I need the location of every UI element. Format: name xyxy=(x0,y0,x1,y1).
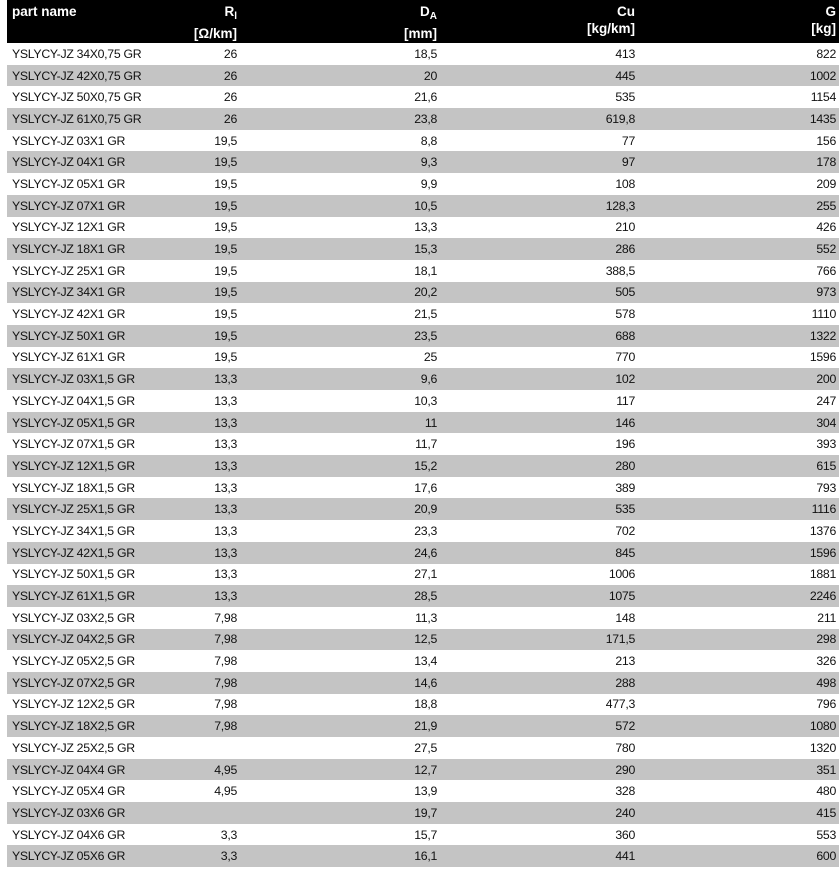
cell-copper: 702 xyxy=(442,520,640,542)
table-row xyxy=(7,217,839,239)
table-row xyxy=(7,542,839,564)
cell-copper: 77 xyxy=(442,130,640,152)
cell-part-name: YSLYCY-JZ 07X1,5 GR xyxy=(7,433,157,455)
cell-resistance: 19,5 xyxy=(157,325,242,347)
table-row xyxy=(7,65,839,87)
cell-outer-diameter: 11,3 xyxy=(242,607,442,629)
cell-resistance: 13,3 xyxy=(157,498,242,520)
cell-part-name: YSLYCY-JZ 12X1,5 GR xyxy=(7,455,157,477)
cell-part-name: YSLYCY-JZ 05X6 GR xyxy=(7,845,157,867)
cell-copper: 535 xyxy=(442,86,640,108)
cell-copper: 688 xyxy=(442,325,640,347)
table-row xyxy=(7,260,839,282)
cell-weight: 615 xyxy=(640,455,839,477)
table-row xyxy=(7,303,839,325)
header-resistance-symbol: R xyxy=(224,4,235,19)
cell-resistance: 19,5 xyxy=(157,282,242,304)
table-row xyxy=(7,282,839,304)
table-header xyxy=(7,0,839,43)
cell-weight: 553 xyxy=(640,824,839,846)
cell-copper: 102 xyxy=(442,368,640,390)
cell-part-name: YSLYCY-JZ 50X1 GR xyxy=(7,325,157,347)
cell-part-name: YSLYCY-JZ 50X1,5 GR xyxy=(7,564,157,586)
header-resistance-subscript: l xyxy=(234,11,237,22)
cell-resistance: 19,5 xyxy=(157,173,242,195)
cell-weight: 1320 xyxy=(640,737,839,759)
table-row xyxy=(7,173,839,195)
cell-resistance: 7,98 xyxy=(157,715,242,737)
cell-outer-diameter: 19,7 xyxy=(242,802,442,824)
cell-outer-diameter: 10,5 xyxy=(242,195,442,217)
cell-resistance: 26 xyxy=(157,65,242,87)
cell-outer-diameter: 10,3 xyxy=(242,390,442,412)
cell-outer-diameter: 23,3 xyxy=(242,520,442,542)
cell-weight: 1002 xyxy=(640,65,839,87)
cell-weight: 415 xyxy=(640,802,839,824)
cell-part-name: YSLYCY-JZ 25X1 GR xyxy=(7,260,157,282)
cell-resistance: 13,3 xyxy=(157,542,242,564)
cell-outer-diameter: 9,3 xyxy=(242,151,442,173)
cell-weight: 211 xyxy=(640,607,839,629)
cell-resistance: 4,95 xyxy=(157,759,242,781)
cell-outer-diameter: 18,1 xyxy=(242,260,442,282)
cell-outer-diameter: 13,4 xyxy=(242,650,442,672)
table-row xyxy=(7,759,839,781)
cell-part-name: YSLYCY-JZ 42X1 GR xyxy=(7,303,157,325)
table-row xyxy=(7,455,839,477)
cell-part-name: YSLYCY-JZ 04X4 GR xyxy=(7,759,157,781)
cell-copper: 389 xyxy=(442,477,640,499)
cell-copper: 240 xyxy=(442,802,640,824)
cell-copper: 146 xyxy=(442,412,640,434)
table-row xyxy=(7,845,839,867)
cell-part-name: YSLYCY-JZ 04X6 GR xyxy=(7,824,157,846)
header-copper-symbol: Cu xyxy=(617,4,635,19)
cell-resistance: 19,5 xyxy=(157,130,242,152)
cell-resistance: 13,3 xyxy=(157,477,242,499)
cell-outer-diameter: 13,3 xyxy=(242,217,442,239)
table-row xyxy=(7,325,839,347)
header-copper-unit: [kg/km] xyxy=(586,21,635,36)
cell-part-name: YSLYCY-JZ 05X1 GR xyxy=(7,173,157,195)
cell-copper: 117 xyxy=(442,390,640,412)
table-row xyxy=(7,477,839,499)
cell-weight: 1322 xyxy=(640,325,839,347)
cell-weight: 2246 xyxy=(640,585,839,607)
cell-copper: 1006 xyxy=(442,564,640,586)
cell-outer-diameter: 14,6 xyxy=(242,672,442,694)
table-row xyxy=(7,151,839,173)
cell-resistance: 19,5 xyxy=(157,260,242,282)
header-weight-unit: [kg] xyxy=(811,21,836,36)
cell-copper: 505 xyxy=(442,282,640,304)
header-diameter-symbol: D xyxy=(420,4,430,19)
cell-copper: 1075 xyxy=(442,585,640,607)
cell-resistance: 19,5 xyxy=(157,347,242,369)
cell-part-name: YSLYCY-JZ 18X2,5 GR xyxy=(7,715,157,737)
cell-resistance: 13,3 xyxy=(157,585,242,607)
cell-part-name: YSLYCY-JZ 03X6 GR xyxy=(7,802,157,824)
cell-outer-diameter: 20 xyxy=(242,65,442,87)
cell-outer-diameter: 27,1 xyxy=(242,564,442,586)
cell-resistance xyxy=(157,802,242,824)
cell-outer-diameter: 23,5 xyxy=(242,325,442,347)
header-resistance-unit: [Ω/km] xyxy=(193,26,237,41)
cell-resistance: 7,98 xyxy=(157,607,242,629)
cell-outer-diameter: 12,5 xyxy=(242,629,442,651)
cell-part-name: YSLYCY-JZ 03X1 GR xyxy=(7,130,157,152)
cell-outer-diameter: 15,7 xyxy=(242,824,442,846)
table-row xyxy=(7,347,839,369)
cable-data-table xyxy=(7,0,839,867)
cell-copper: 148 xyxy=(442,607,640,629)
cell-part-name: YSLYCY-JZ 05X2,5 GR xyxy=(7,650,157,672)
cell-resistance: 19,5 xyxy=(157,195,242,217)
cell-resistance: 7,98 xyxy=(157,672,242,694)
cell-copper: 290 xyxy=(442,759,640,781)
cell-weight: 298 xyxy=(640,629,839,651)
table-row xyxy=(7,715,839,737)
cell-resistance: 3,3 xyxy=(157,845,242,867)
table-row xyxy=(7,130,839,152)
table-row xyxy=(7,607,839,629)
cell-copper: 288 xyxy=(442,672,640,694)
cell-weight: 351 xyxy=(640,759,839,781)
cell-weight: 1881 xyxy=(640,564,839,586)
cell-resistance: 13,3 xyxy=(157,433,242,455)
table-row xyxy=(7,498,839,520)
table-row xyxy=(7,238,839,260)
cell-copper: 445 xyxy=(442,65,640,87)
cell-resistance: 19,5 xyxy=(157,238,242,260)
cell-copper: 171,5 xyxy=(442,629,640,651)
table-row xyxy=(7,802,839,824)
cell-copper: 213 xyxy=(442,650,640,672)
cell-weight: 200 xyxy=(640,368,839,390)
table-row xyxy=(7,780,839,802)
cell-outer-diameter: 18,5 xyxy=(242,43,442,65)
cell-outer-diameter: 11 xyxy=(242,412,442,434)
cell-weight: 766 xyxy=(640,260,839,282)
cell-weight: 1116 xyxy=(640,498,839,520)
cell-weight: 1376 xyxy=(640,520,839,542)
cell-part-name: YSLYCY-JZ 12X1 GR xyxy=(7,217,157,239)
table-row xyxy=(7,629,839,651)
cell-part-name: YSLYCY-JZ 07X2,5 GR xyxy=(7,672,157,694)
cell-part-name: YSLYCY-JZ 34X0,75 GR xyxy=(7,43,157,65)
table-row xyxy=(7,412,839,434)
cell-resistance: 7,98 xyxy=(157,650,242,672)
cell-part-name: YSLYCY-JZ 42X0,75 GR xyxy=(7,65,157,87)
cell-weight: 793 xyxy=(640,477,839,499)
cell-copper: 780 xyxy=(442,737,640,759)
cable-data-table-wrapper xyxy=(7,0,839,867)
cell-weight: 1154 xyxy=(640,86,839,108)
cell-resistance: 13,3 xyxy=(157,564,242,586)
cell-part-name: YSLYCY-JZ 18X1 GR xyxy=(7,238,157,260)
cell-part-name: YSLYCY-JZ 05X1,5 GR xyxy=(7,412,157,434)
table-row xyxy=(7,86,839,108)
cell-copper: 535 xyxy=(442,498,640,520)
table-row xyxy=(7,108,839,130)
table-row xyxy=(7,672,839,694)
cell-outer-diameter: 21,6 xyxy=(242,86,442,108)
cell-part-name: YSLYCY-JZ 61X1,5 GR xyxy=(7,585,157,607)
cell-part-name: YSLYCY-JZ 25X2,5 GR xyxy=(7,737,157,759)
cell-resistance: 7,98 xyxy=(157,694,242,716)
cell-part-name: YSLYCY-JZ 34X1,5 GR xyxy=(7,520,157,542)
cell-outer-diameter: 16,1 xyxy=(242,845,442,867)
cell-resistance: 19,5 xyxy=(157,151,242,173)
cell-copper: 328 xyxy=(442,780,640,802)
table-row xyxy=(7,737,839,759)
header-outer-diameter xyxy=(242,0,442,43)
table-row xyxy=(7,824,839,846)
cell-part-name: YSLYCY-JZ 04X2,5 GR xyxy=(7,629,157,651)
cell-copper: 770 xyxy=(442,347,640,369)
cell-part-name: YSLYCY-JZ 05X4 GR xyxy=(7,780,157,802)
cell-weight: 973 xyxy=(640,282,839,304)
cell-weight: 247 xyxy=(640,390,839,412)
cell-resistance: 19,5 xyxy=(157,217,242,239)
cell-weight: 796 xyxy=(640,694,839,716)
cell-outer-diameter: 24,6 xyxy=(242,542,442,564)
cell-resistance: 13,3 xyxy=(157,390,242,412)
cell-part-name: YSLYCY-JZ 03X1,5 GR xyxy=(7,368,157,390)
header-resistance xyxy=(157,0,242,43)
cell-weight: 156 xyxy=(640,130,839,152)
cell-copper: 578 xyxy=(442,303,640,325)
header-weight-symbol: G xyxy=(825,4,836,19)
table-row xyxy=(7,650,839,672)
cell-resistance: 13,3 xyxy=(157,520,242,542)
cell-resistance: 13,3 xyxy=(157,412,242,434)
cell-outer-diameter: 27,5 xyxy=(242,737,442,759)
cell-weight: 1435 xyxy=(640,108,839,130)
cell-outer-diameter: 13,9 xyxy=(242,780,442,802)
cell-resistance: 26 xyxy=(157,43,242,65)
header-row xyxy=(7,0,839,43)
cell-copper: 413 xyxy=(442,43,640,65)
header-part-name: part name xyxy=(7,0,157,43)
cell-part-name: YSLYCY-JZ 18X1,5 GR xyxy=(7,477,157,499)
cell-copper: 845 xyxy=(442,542,640,564)
header-weight xyxy=(640,0,839,43)
table-row xyxy=(7,433,839,455)
cell-outer-diameter: 25 xyxy=(242,347,442,369)
cell-part-name: YSLYCY-JZ 34X1 GR xyxy=(7,282,157,304)
cell-outer-diameter: 21,5 xyxy=(242,303,442,325)
cell-weight: 480 xyxy=(640,780,839,802)
cell-weight: 426 xyxy=(640,217,839,239)
cell-copper: 196 xyxy=(442,433,640,455)
cell-part-name: YSLYCY-JZ 12X2,5 GR xyxy=(7,694,157,716)
cell-copper: 441 xyxy=(442,845,640,867)
cell-outer-diameter: 12,7 xyxy=(242,759,442,781)
cell-weight: 822 xyxy=(640,43,839,65)
cell-outer-diameter: 28,5 xyxy=(242,585,442,607)
cell-copper: 210 xyxy=(442,217,640,239)
cell-resistance: 3,3 xyxy=(157,824,242,846)
cell-copper: 388,5 xyxy=(442,260,640,282)
cell-weight: 1596 xyxy=(640,347,839,369)
table-row xyxy=(7,564,839,586)
cell-outer-diameter: 21,9 xyxy=(242,715,442,737)
header-diameter-unit: [mm] xyxy=(404,26,437,41)
cell-weight: 1110 xyxy=(640,303,839,325)
table-row xyxy=(7,520,839,542)
cell-weight: 498 xyxy=(640,672,839,694)
cell-weight: 1080 xyxy=(640,715,839,737)
cell-copper: 619,8 xyxy=(442,108,640,130)
cell-outer-diameter: 8,8 xyxy=(242,130,442,152)
cell-copper: 128,3 xyxy=(442,195,640,217)
table-row xyxy=(7,390,839,412)
cell-part-name: YSLYCY-JZ 04X1 GR xyxy=(7,151,157,173)
header-diameter-subscript: A xyxy=(429,11,437,22)
cell-copper: 97 xyxy=(442,151,640,173)
cell-resistance: 26 xyxy=(157,86,242,108)
cell-resistance: 19,5 xyxy=(157,303,242,325)
cell-weight: 600 xyxy=(640,845,839,867)
cell-outer-diameter: 23,8 xyxy=(242,108,442,130)
cell-part-name: YSLYCY-JZ 07X1 GR xyxy=(7,195,157,217)
cell-part-name: YSLYCY-JZ 03X2,5 GR xyxy=(7,607,157,629)
table-row xyxy=(7,368,839,390)
cell-copper: 572 xyxy=(442,715,640,737)
table-row xyxy=(7,585,839,607)
header-copper xyxy=(442,0,640,43)
cell-outer-diameter: 17,6 xyxy=(242,477,442,499)
cell-resistance: 13,3 xyxy=(157,368,242,390)
cell-outer-diameter: 9,9 xyxy=(242,173,442,195)
cell-part-name: YSLYCY-JZ 42X1,5 GR xyxy=(7,542,157,564)
cell-resistance xyxy=(157,737,242,759)
cell-weight: 209 xyxy=(640,173,839,195)
cell-part-name: YSLYCY-JZ 25X1,5 GR xyxy=(7,498,157,520)
cell-outer-diameter: 18,8 xyxy=(242,694,442,716)
cell-copper: 360 xyxy=(442,824,640,846)
cell-outer-diameter: 15,3 xyxy=(242,238,442,260)
cell-resistance: 7,98 xyxy=(157,629,242,651)
cell-resistance: 4,95 xyxy=(157,780,242,802)
cell-copper: 280 xyxy=(442,455,640,477)
cell-part-name: YSLYCY-JZ 04X1,5 GR xyxy=(7,390,157,412)
cell-weight: 552 xyxy=(640,238,839,260)
cell-copper: 477,3 xyxy=(442,694,640,716)
cell-resistance: 13,3 xyxy=(157,455,242,477)
cell-weight: 255 xyxy=(640,195,839,217)
cell-weight: 393 xyxy=(640,433,839,455)
cell-weight: 304 xyxy=(640,412,839,434)
cell-copper: 286 xyxy=(442,238,640,260)
cell-weight: 326 xyxy=(640,650,839,672)
cell-resistance: 26 xyxy=(157,108,242,130)
table-row xyxy=(7,694,839,716)
table-body xyxy=(7,43,839,867)
cell-outer-diameter: 15,2 xyxy=(242,455,442,477)
table-row xyxy=(7,43,839,65)
cell-outer-diameter: 20,9 xyxy=(242,498,442,520)
cell-part-name: YSLYCY-JZ 50X0,75 GR xyxy=(7,86,157,108)
table-row xyxy=(7,195,839,217)
cell-part-name: YSLYCY-JZ 61X0,75 GR xyxy=(7,108,157,130)
cell-weight: 178 xyxy=(640,151,839,173)
cell-weight: 1596 xyxy=(640,542,839,564)
cell-outer-diameter: 9,6 xyxy=(242,368,442,390)
cell-outer-diameter: 20,2 xyxy=(242,282,442,304)
cell-copper: 108 xyxy=(442,173,640,195)
cell-part-name: YSLYCY-JZ 61X1 GR xyxy=(7,347,157,369)
cell-outer-diameter: 11,7 xyxy=(242,433,442,455)
